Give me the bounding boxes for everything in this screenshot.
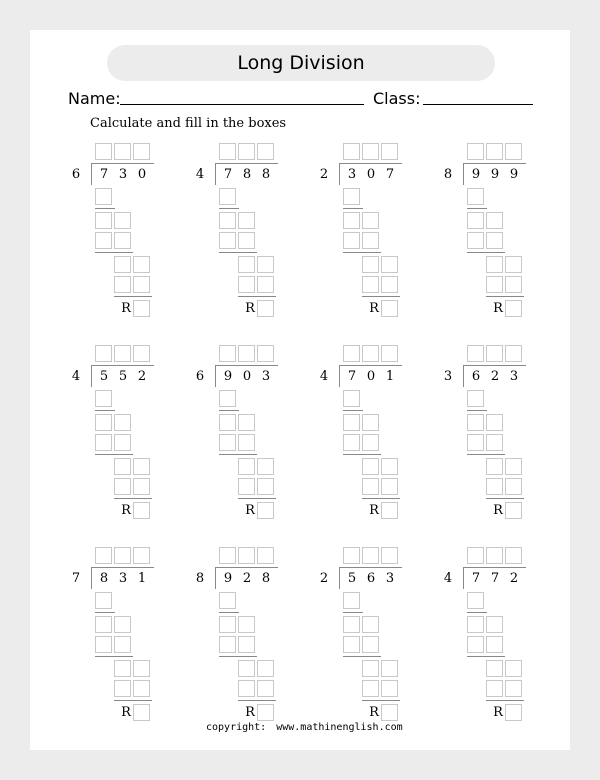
quotient-box[interactable]: [362, 547, 379, 564]
dividend-digit: 7: [385, 167, 395, 182]
division-bracket-stroke: [91, 163, 92, 185]
work-box[interactable]: [95, 390, 112, 407]
quotient-box[interactable]: [343, 547, 360, 564]
subtraction-line: [467, 410, 487, 411]
work-box[interactable]: [219, 188, 236, 205]
divisor-digit: 4: [319, 369, 329, 384]
remainder-box[interactable]: [381, 300, 398, 317]
work-box[interactable]: [343, 616, 360, 633]
work-box[interactable]: [219, 212, 236, 229]
work-box[interactable]: [238, 256, 255, 273]
division-bracket-stroke: [215, 365, 216, 387]
quotient-box[interactable]: [505, 345, 522, 362]
work-box[interactable]: [114, 232, 131, 249]
dividend-digit: 0: [242, 369, 252, 384]
subtraction-line: [95, 410, 115, 411]
work-box[interactable]: [467, 232, 484, 249]
work-box[interactable]: [505, 276, 522, 293]
work-box[interactable]: [362, 232, 379, 249]
work-box[interactable]: [381, 276, 398, 293]
work-box[interactable]: [505, 680, 522, 697]
quotient-box[interactable]: [381, 345, 398, 362]
remainder-label: R: [493, 503, 503, 518]
work-box[interactable]: [114, 458, 131, 475]
work-box[interactable]: [486, 232, 503, 249]
subtraction-line: [343, 612, 363, 613]
dividend-digit: 1: [137, 571, 147, 586]
dividend-digit: 7: [471, 571, 481, 586]
work-box[interactable]: [362, 212, 379, 229]
work-box[interactable]: [238, 478, 255, 495]
subtraction-line: [467, 612, 487, 613]
work-box[interactable]: [486, 458, 503, 475]
work-box[interactable]: [95, 592, 112, 609]
divisor-digit: 7: [71, 571, 81, 586]
work-box[interactable]: [257, 458, 274, 475]
work-box[interactable]: [486, 478, 503, 495]
remainder-label: R: [369, 301, 379, 316]
remainder-box[interactable]: [257, 300, 274, 317]
divisor-digit: 8: [195, 571, 205, 586]
dividend-digit: 9: [223, 369, 233, 384]
work-box[interactable]: [486, 276, 503, 293]
dividend-digit: 3: [385, 571, 395, 586]
footer: [206, 722, 403, 733]
remainder-label: R: [493, 705, 503, 720]
work-box[interactable]: [486, 414, 503, 431]
work-box[interactable]: [362, 414, 379, 431]
work-box[interactable]: [114, 212, 131, 229]
remainder-label: R: [245, 705, 255, 720]
work-box[interactable]: [505, 478, 522, 495]
work-box[interactable]: [362, 478, 379, 495]
dividend-digit: 5: [118, 369, 128, 384]
instructions: Calculate and fill in the boxes: [90, 116, 287, 131]
quotient-box[interactable]: [362, 345, 379, 362]
quotient-box[interactable]: [114, 345, 131, 362]
quotient-box[interactable]: [467, 143, 484, 160]
work-box[interactable]: [467, 414, 484, 431]
quotient-box[interactable]: [343, 345, 360, 362]
work-box[interactable]: [257, 256, 274, 273]
work-box[interactable]: [95, 414, 112, 431]
division-problem: [438, 142, 538, 322]
work-box[interactable]: [467, 188, 484, 205]
division-bracket-line: [339, 365, 402, 366]
dividend-digit: 8: [242, 167, 252, 182]
quotient-box[interactable]: [257, 547, 274, 564]
divisor-digit: 4: [443, 571, 453, 586]
work-box[interactable]: [219, 390, 236, 407]
work-box[interactable]: [114, 680, 131, 697]
work-box[interactable]: [133, 276, 150, 293]
division-bracket-line: [463, 365, 526, 366]
dividend-digit: 9: [509, 167, 519, 182]
division-bracket-stroke: [463, 365, 464, 387]
quotient-box[interactable]: [114, 547, 131, 564]
name-label: Name:: [68, 89, 121, 108]
work-box[interactable]: [486, 680, 503, 697]
division-problem: [438, 546, 538, 726]
division-problem: [190, 344, 290, 524]
work-box[interactable]: [95, 636, 112, 653]
quotient-box[interactable]: [238, 143, 255, 160]
subtraction-line: [238, 498, 276, 499]
work-box[interactable]: [219, 636, 236, 653]
remainder-box[interactable]: [257, 502, 274, 519]
quotient-box[interactable]: [257, 345, 274, 362]
division-bracket-stroke: [215, 163, 216, 185]
quotient-box[interactable]: [133, 547, 150, 564]
subtraction-line: [219, 208, 239, 209]
work-box[interactable]: [238, 636, 255, 653]
division-bracket-stroke: [339, 163, 340, 185]
work-box[interactable]: [133, 680, 150, 697]
divisor-digit: 2: [319, 571, 329, 586]
work-box[interactable]: [505, 458, 522, 475]
work-box[interactable]: [133, 478, 150, 495]
subtraction-line: [219, 656, 257, 657]
work-box[interactable]: [381, 680, 398, 697]
division-bracket-stroke: [339, 365, 340, 387]
quotient-box[interactable]: [114, 143, 131, 160]
dividend-digit: 6: [471, 369, 481, 384]
quotient-box[interactable]: [133, 345, 150, 362]
division-problem: [66, 546, 166, 726]
work-box[interactable]: [238, 616, 255, 633]
work-box[interactable]: [467, 616, 484, 633]
quotient-box[interactable]: [133, 143, 150, 160]
work-box[interactable]: [238, 414, 255, 431]
work-box[interactable]: [467, 434, 484, 451]
subtraction-line: [467, 208, 487, 209]
quotient-box[interactable]: [467, 547, 484, 564]
work-box[interactable]: [505, 256, 522, 273]
dividend-digit: 2: [509, 571, 519, 586]
subtraction-line: [219, 454, 257, 455]
dividend-digit: 9: [490, 167, 500, 182]
quotient-box[interactable]: [95, 345, 112, 362]
quotient-box[interactable]: [95, 547, 112, 564]
work-box[interactable]: [362, 256, 379, 273]
division-bracket-stroke: [215, 567, 216, 589]
work-box[interactable]: [95, 434, 112, 451]
divisor-digit: 6: [195, 369, 205, 384]
subtraction-line: [467, 454, 505, 455]
work-box[interactable]: [486, 616, 503, 633]
work-box[interactable]: [114, 256, 131, 273]
work-box[interactable]: [257, 660, 274, 677]
division-problem: [190, 142, 290, 322]
subtraction-line: [362, 700, 400, 701]
work-box[interactable]: [114, 660, 131, 677]
division-problem: [314, 344, 414, 524]
work-box[interactable]: [343, 232, 360, 249]
division-problem: [190, 546, 290, 726]
dividend-digit: 7: [490, 571, 500, 586]
class-field-line[interactable]: [423, 104, 533, 105]
work-box[interactable]: [238, 232, 255, 249]
dividend-digit: 7: [223, 167, 233, 182]
division-bracket-line: [215, 365, 278, 366]
subtraction-line: [362, 296, 400, 297]
work-box[interactable]: [343, 188, 360, 205]
division-problem: [66, 142, 166, 322]
division-bracket-line: [339, 567, 402, 568]
work-box[interactable]: [362, 636, 379, 653]
remainder-label: R: [121, 503, 131, 518]
remainder-box[interactable]: [505, 704, 522, 721]
subtraction-line: [95, 208, 115, 209]
name-field-line[interactable]: [120, 104, 364, 105]
work-box[interactable]: [114, 434, 131, 451]
dividend-digit: 3: [261, 369, 271, 384]
work-box[interactable]: [467, 592, 484, 609]
work-box[interactable]: [219, 616, 236, 633]
remainder-box[interactable]: [133, 704, 150, 721]
dividend-digit: 0: [137, 167, 147, 182]
remainder-label: R: [369, 503, 379, 518]
work-box[interactable]: [238, 212, 255, 229]
subtraction-line: [95, 454, 133, 455]
work-box[interactable]: [362, 458, 379, 475]
work-box[interactable]: [486, 256, 503, 273]
division-problem: [438, 344, 538, 524]
subtraction-line: [114, 700, 152, 701]
remainder-box[interactable]: [133, 300, 150, 317]
work-box[interactable]: [362, 680, 379, 697]
subtraction-line: [343, 454, 381, 455]
division-bracket-line: [215, 163, 278, 164]
work-box[interactable]: [238, 434, 255, 451]
subtraction-line: [362, 498, 400, 499]
quotient-box[interactable]: [362, 143, 379, 160]
remainder-box[interactable]: [505, 502, 522, 519]
work-box[interactable]: [343, 592, 360, 609]
division-bracket-line: [215, 567, 278, 568]
subtraction-line: [114, 498, 152, 499]
work-box[interactable]: [238, 276, 255, 293]
subtraction-line: [343, 656, 381, 657]
dividend-digit: 3: [509, 369, 519, 384]
subtraction-line: [467, 252, 505, 253]
subtraction-line: [219, 252, 257, 253]
division-bracket-stroke: [463, 163, 464, 185]
quotient-box[interactable]: [381, 143, 398, 160]
work-box[interactable]: [343, 212, 360, 229]
subtraction-line: [343, 252, 381, 253]
quotient-box[interactable]: [486, 143, 503, 160]
remainder-box[interactable]: [257, 704, 274, 721]
dividend-digit: 3: [347, 167, 357, 182]
subtraction-line: [486, 296, 524, 297]
dividend-digit: 8: [261, 571, 271, 586]
work-box[interactable]: [381, 660, 398, 677]
dividend-digit: 9: [471, 167, 481, 182]
dividend-digit: 2: [137, 369, 147, 384]
subtraction-line: [95, 656, 133, 657]
work-box[interactable]: [343, 434, 360, 451]
quotient-box[interactable]: [219, 345, 236, 362]
work-box[interactable]: [467, 390, 484, 407]
quotient-box[interactable]: [219, 143, 236, 160]
division-problem: [314, 546, 414, 726]
work-box[interactable]: [95, 616, 112, 633]
remainder-label: R: [245, 301, 255, 316]
divisor-digit: 3: [443, 369, 453, 384]
work-box[interactable]: [114, 414, 131, 431]
subtraction-line: [219, 410, 239, 411]
work-box[interactable]: [114, 276, 131, 293]
dividend-digit: 8: [99, 571, 109, 586]
work-box[interactable]: [257, 276, 274, 293]
remainder-label: R: [369, 705, 379, 720]
remainder-label: R: [121, 301, 131, 316]
division-bracket-line: [463, 163, 526, 164]
division-problem: [66, 344, 166, 524]
dividend-digit: 0: [366, 167, 376, 182]
divisor-digit: 4: [195, 167, 205, 182]
work-box[interactable]: [486, 660, 503, 677]
divisor-digit: 8: [443, 167, 453, 182]
division-bracket-stroke: [91, 567, 92, 589]
division-bracket-line: [339, 163, 402, 164]
subtraction-line: [486, 700, 524, 701]
worksheet-title: Long Division: [107, 45, 495, 81]
work-box[interactable]: [219, 232, 236, 249]
quotient-box[interactable]: [219, 547, 236, 564]
dividend-digit: 2: [242, 571, 252, 586]
division-bracket-line: [91, 365, 154, 366]
quotient-box[interactable]: [486, 345, 503, 362]
quotient-box[interactable]: [486, 547, 503, 564]
dividend-digit: 9: [223, 571, 233, 586]
work-box[interactable]: [381, 478, 398, 495]
quotient-box[interactable]: [381, 547, 398, 564]
work-box[interactable]: [238, 660, 255, 677]
work-box[interactable]: [486, 636, 503, 653]
work-box[interactable]: [257, 680, 274, 697]
remainder-box[interactable]: [381, 502, 398, 519]
work-box[interactable]: [95, 212, 112, 229]
division-bracket-stroke: [339, 567, 340, 589]
remainder-label: R: [493, 301, 503, 316]
division-bracket-stroke: [463, 567, 464, 589]
dividend-digit: 2: [490, 369, 500, 384]
copyright-label: copyright:: [206, 722, 267, 733]
dividend-digit: 5: [347, 571, 357, 586]
divisor-digit: 2: [319, 167, 329, 182]
division-bracket-line: [463, 567, 526, 568]
divisor-digit: 4: [71, 369, 81, 384]
dividend-digit: 1: [385, 369, 395, 384]
divisor-digit: 6: [71, 167, 81, 182]
work-box[interactable]: [343, 636, 360, 653]
work-box[interactable]: [238, 680, 255, 697]
work-box[interactable]: [505, 660, 522, 677]
work-box[interactable]: [133, 660, 150, 677]
subtraction-line: [343, 410, 363, 411]
work-box[interactable]: [95, 188, 112, 205]
dividend-digit: 3: [118, 571, 128, 586]
work-box[interactable]: [114, 616, 131, 633]
quotient-box[interactable]: [467, 345, 484, 362]
work-box[interactable]: [133, 458, 150, 475]
division-bracket-stroke: [91, 365, 92, 387]
work-box[interactable]: [343, 390, 360, 407]
subtraction-line: [114, 296, 152, 297]
copyright-site: www.mathinenglish.com: [276, 722, 403, 733]
dividend-digit: 5: [99, 369, 109, 384]
work-box[interactable]: [133, 256, 150, 273]
work-box[interactable]: [114, 636, 131, 653]
work-box[interactable]: [114, 478, 131, 495]
work-box[interactable]: [381, 256, 398, 273]
subtraction-line: [95, 252, 133, 253]
dividend-digit: 7: [347, 369, 357, 384]
division-bracket-line: [91, 567, 154, 568]
quotient-box[interactable]: [238, 345, 255, 362]
work-box[interactable]: [467, 212, 484, 229]
remainder-label: R: [121, 705, 131, 720]
division-problem: [314, 142, 414, 322]
dividend-digit: 8: [261, 167, 271, 182]
quotient-box[interactable]: [343, 143, 360, 160]
quotient-box[interactable]: [505, 143, 522, 160]
work-box[interactable]: [343, 414, 360, 431]
remainder-box[interactable]: [381, 704, 398, 721]
subtraction-line: [343, 208, 363, 209]
work-box[interactable]: [362, 276, 379, 293]
quotient-box[interactable]: [238, 547, 255, 564]
remainder-box[interactable]: [133, 502, 150, 519]
work-box[interactable]: [467, 636, 484, 653]
dividend-digit: 0: [366, 369, 376, 384]
work-box[interactable]: [362, 616, 379, 633]
work-box[interactable]: [219, 414, 236, 431]
dividend-digit: 3: [118, 167, 128, 182]
work-box[interactable]: [95, 232, 112, 249]
subtraction-line: [467, 656, 505, 657]
dividend-digit: 7: [99, 167, 109, 182]
work-box[interactable]: [238, 458, 255, 475]
work-box[interactable]: [486, 434, 503, 451]
work-box[interactable]: [362, 660, 379, 677]
quotient-box[interactable]: [505, 547, 522, 564]
work-box[interactable]: [219, 434, 236, 451]
work-box[interactable]: [257, 478, 274, 495]
remainder-label: R: [245, 503, 255, 518]
subtraction-line: [219, 612, 239, 613]
quotient-box[interactable]: [257, 143, 274, 160]
subtraction-line: [486, 498, 524, 499]
work-box[interactable]: [219, 592, 236, 609]
division-bracket-line: [91, 163, 154, 164]
subtraction-line: [95, 612, 115, 613]
work-box[interactable]: [486, 212, 503, 229]
subtraction-line: [238, 296, 276, 297]
work-box[interactable]: [362, 434, 379, 451]
class-label: Class:: [373, 89, 421, 108]
quotient-box[interactable]: [95, 143, 112, 160]
remainder-box[interactable]: [505, 300, 522, 317]
dividend-digit: 6: [366, 571, 376, 586]
subtraction-line: [238, 700, 276, 701]
work-box[interactable]: [381, 458, 398, 475]
